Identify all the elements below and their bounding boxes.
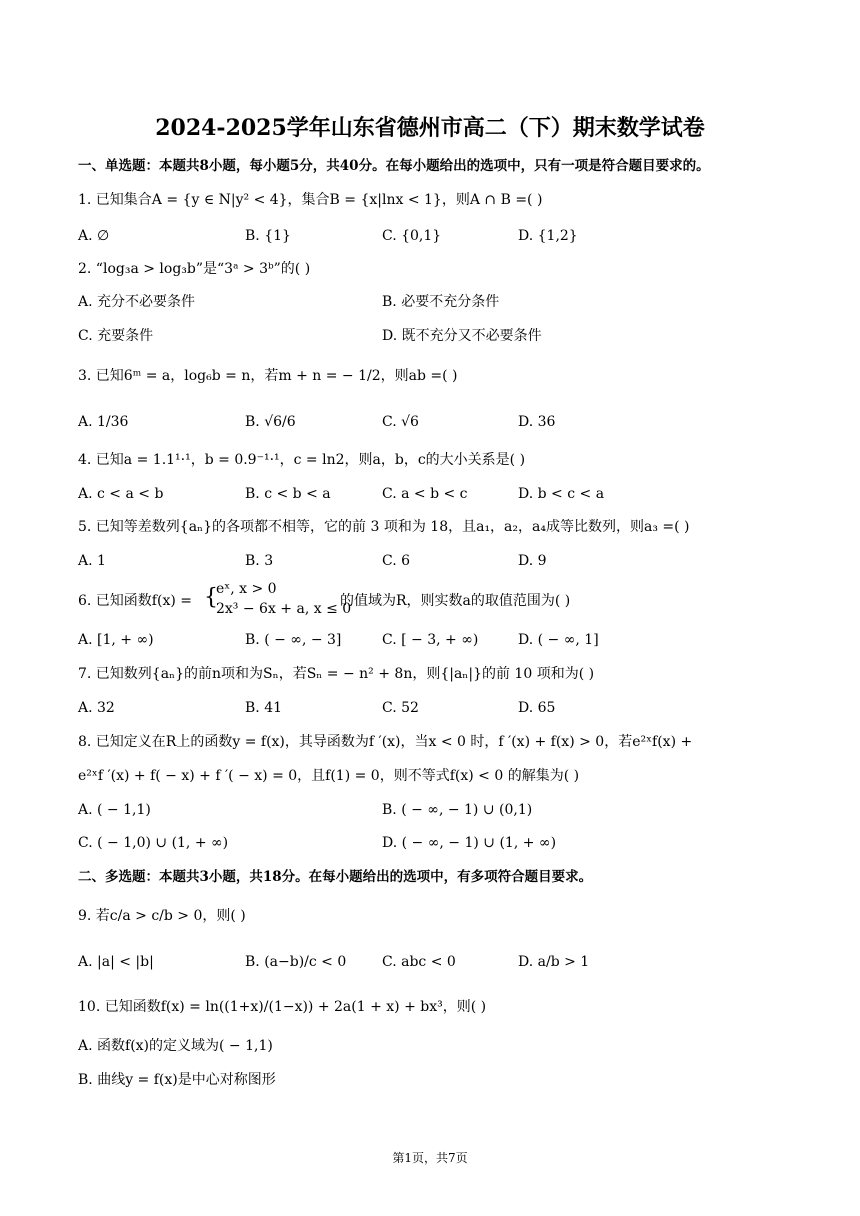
question-6-stem-suffix: 的值域为R，则实数a的取值范围为( ) [340, 593, 571, 609]
question-2-stem: 2. “log₃a > log₃b”是“3ᵃ > 3ᵇ”的( ) [78, 261, 311, 277]
question-5-stem: 5. 已知等差数列{aₙ}的各项都不相等，它的前 3 项和为 18，且a₁，a₂，a₄成等比数列，则a₃ =( ) [78, 519, 690, 535]
question-8-option-d: D. ( − ∞, − 1) ∪ (1, + ∞) [382, 835, 557, 851]
question-3-option-d: D. 36 [518, 414, 556, 430]
question-2-option-a: A. 充分不必要条件 [78, 294, 196, 310]
question-5-option-a: A. 1 [78, 553, 106, 569]
question-7-option-b: B. 41 [245, 700, 283, 716]
question-4-option-a: A. c < a < b [78, 486, 164, 502]
section-heading-single-choice: 一、单选题：本题共8小题，每小题5分，共40分。在每小题给出的选项中，只有一项是符合题目要求的。 [78, 158, 710, 174]
question-10-stem: 10. 已知函数f(x) = ln((1+x)/(1−x)) + 2a(1 + x) + bx³，则( ) [78, 999, 487, 1015]
question-2-option-d: D. 既不充分又不必要条件 [382, 328, 542, 344]
question-1-option-a: A. ∅ [78, 228, 110, 244]
question-4-stem: 4. 已知a = 1.1¹·¹，b = 0.9⁻¹·¹，c = ln2，则a，b，c的大小关系是( ) [78, 452, 526, 468]
question-8-option-a: A. ( − 1,1) [78, 802, 151, 818]
question-8-option-b: B. ( − ∞, − 1) ∪ (0,1) [382, 802, 533, 818]
section-heading-multiple-choice: 二、多选题：本题共3小题，共18分。在每小题给出的选项中，有多项符合题目要求。 [78, 869, 593, 885]
question-5-option-d: D. 9 [518, 553, 547, 569]
question-4-option-d: D. b < c < a [518, 486, 605, 502]
question-9-option-c: C. abc < 0 [382, 954, 456, 970]
question-6-option-d: D. ( − ∞, 1] [518, 632, 599, 648]
question-1-option-b: B. {1} [245, 228, 291, 244]
question-6-brace: { [204, 585, 218, 610]
question-6-option-a: A. [1, + ∞) [78, 632, 154, 648]
question-9-option-b: B. (a−b)/c < 0 [245, 954, 347, 970]
question-7-stem: 7. 已知数列{aₙ}的前n项和为Sₙ，若Sₙ = − n² + 8n，则{|aₙ|}的前 10 项和为( ) [78, 666, 595, 682]
question-5-option-b: B. 3 [245, 553, 274, 569]
question-8-stem-line-2: e²ˣf ′(x) + f( − x) + f ′( − x) = 0，且f(1) = 0，则不等式f(x) < 0 的解集为( ) [78, 768, 580, 784]
question-9-option-d: D. a/b > 1 [518, 954, 590, 970]
question-6-option-b: B. ( − ∞, − 3] [245, 632, 342, 648]
question-4-option-c: C. a < b < c [382, 486, 468, 502]
question-6-stem-prefix: 6. 已知函数f(x) = [78, 593, 192, 609]
question-7-option-a: A. 32 [78, 700, 115, 716]
question-6-option-c: C. [ − 3, + ∞) [382, 632, 479, 648]
question-6-case-2: 2x³ − 6x + a, x ≤ 0 [216, 601, 352, 617]
question-1-stem: 1. 已知集合A = {y ∈ N|y² < 4}，集合B = {x|lnx < 1}，则A ∩ B =( ) [78, 192, 543, 208]
question-10-option-b: B. 曲线y = f(x)是中心对称图形 [78, 1072, 276, 1088]
question-3-option-c: C. √6 [382, 414, 419, 430]
question-3-option-b: B. √6/6 [245, 414, 296, 430]
question-8-option-c: C. ( − 1,0) ∪ (1, + ∞) [78, 835, 229, 851]
page-footer: 第1页，共7页 [392, 1151, 468, 1165]
question-5-option-c: C. 6 [382, 553, 411, 569]
question-2-option-b: B. 必要不充分条件 [382, 294, 500, 310]
question-8-stem-line-1: 8. 已知定义在R上的函数y = f(x)，其导函数为f ′(x)，当x < 0 时，f ′(x) + f(x) > 0，若e²ˣf(x) + [78, 734, 693, 750]
question-7-option-d: D. 65 [518, 700, 556, 716]
question-4-option-b: B. c < b < a [245, 486, 331, 502]
question-7-option-c: C. 52 [382, 700, 419, 716]
question-3-stem: 3. 已知6ᵐ = a，log₆b = n，若m + n = − 1/2，则ab =( ) [78, 368, 458, 384]
page-title: 2024-2025学年山东省德州市高二（下）期末数学试卷 [155, 115, 705, 141]
question-9-option-a: A. |a| < |b| [78, 954, 154, 970]
question-1-option-c: C. {0,1} [382, 228, 442, 244]
question-10-option-a: A. 函数f(x)的定义域为( − 1,1) [78, 1038, 273, 1054]
question-2-option-c: C. 充要条件 [78, 328, 154, 344]
question-3-option-a: A. 1/36 [78, 414, 129, 430]
question-1-option-d: D. {1,2} [518, 228, 578, 244]
question-6-case-1: eˣ, x > 0 [216, 581, 277, 597]
question-9-stem: 9. 若c/a > c/b > 0，则( ) [78, 908, 246, 924]
